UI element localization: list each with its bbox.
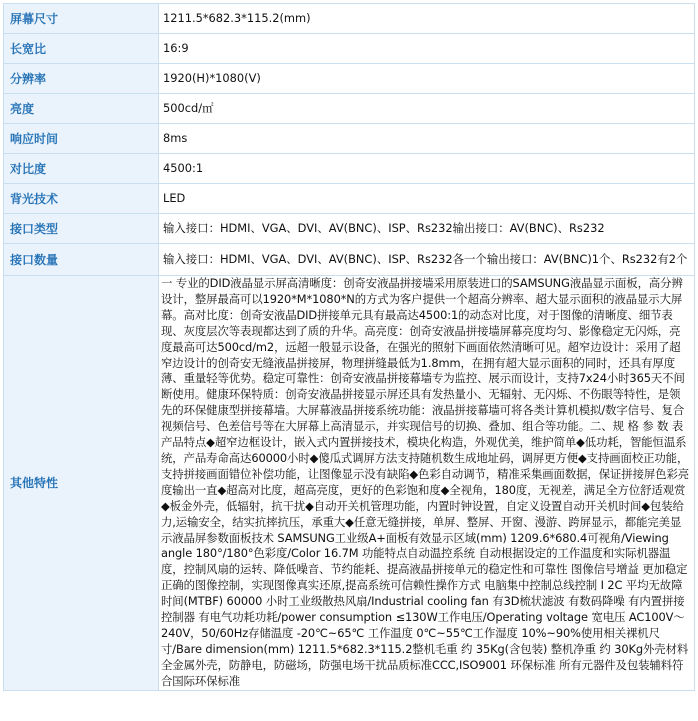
spec-label: 接口类型 [4,214,159,244]
spec-label: 对比度 [4,154,159,184]
spec-row-response-time [4,124,695,154]
spec-row-interface-count [4,244,695,276]
spec-table [3,3,695,691]
spec-label: 分辨率 [4,64,159,94]
spec-value: 输入接口：HDMI、VGA、DVI、AV(BNC)、ISP、Rs232输出接口：AV(BNC)、Rs232 [159,214,695,244]
spec-value: 输入接口：HDMI、VGA、DVI、AV(BNC)、ISP、Rs232各一个输出接口：AV(BNC)1个、Rs232有2个 [159,244,695,276]
spec-label: 其他特性 [4,276,159,691]
spec-row-screen-size [4,4,695,34]
spec-value: LED [159,184,695,214]
spec-row-brightness [4,94,695,124]
spec-value: 4500:1 [159,154,695,184]
spec-value: 8ms [159,124,695,154]
spec-row-contrast [4,154,695,184]
spec-label: 接口数量 [4,244,159,276]
spec-label: 响应时间 [4,124,159,154]
spec-row-backlight [4,184,695,214]
spec-value: 1211.5*682.3*115.2(mm) [159,4,695,34]
spec-row-interface-type [4,214,695,244]
spec-label: 长宽比 [4,34,159,64]
spec-row-other-features [4,276,695,691]
spec-value: 16:9 [159,34,695,64]
spec-row-resolution [4,64,695,94]
spec-label: 屏幕尺寸 [4,4,159,34]
spec-value: 500cd/㎡ [159,94,695,124]
spec-value: 1920(H)*1080(V) [159,64,695,94]
spec-row-aspect-ratio [4,34,695,64]
spec-label: 亮度 [4,94,159,124]
spec-label: 背光技术 [4,184,159,214]
spec-value: 一 专业的DID液晶显示屏高清晰度：创奇安液晶拼接墙采用原装进口的SAMSUNG液晶显示面板，高分辨设计，整屏最高可以1920*M*1080*N的方式为客户提供一个超高分辨率、超大显示面积的液晶显示大屏幕。高对比度：创奇安液晶DID拼接单元具有最高达4500:1的动态对比度，对于图像的清晰度、细节表现、灰度层次等表现都达到了质的升华。高亮度：创奇安液晶拼接墙屏幕亮度均匀、影像稳定无闪烁，亮度最高可达500cd/m2，远超一般显示设备，在强光的照射下画面依然清晰可见。超窄边设计：采用了超窄边设计的创奇安无缝液晶拼接屏，物理拼缝最低为1.8mm，在拥有超大显示面积的同时，还具有厚度薄、重量轻等优势。稳定可靠性：创奇安液晶拼接幕墙专为监控、展示而设计，支持7x24小时365天不间断使用。健康环保特质：创奇安液晶拼接显示屏还具有发热量小、无辐射、无闪烁、不伤眼等特性，是领先的环保健康型拼接幕墙。大屏幕液晶拼接系统功能：液晶拼接幕墙可将各类计算机模拟/数字信号、复合视频信号、色差信号等在大屏幕上高清显示，并实现信号的切换、叠加、组合等功能。二、规 格 参 数 表产品特点◆超窄边框设计，嵌入式内置拼接技术，模块化构造，外观优美，维护简单◆低功耗，智能恒温系统，产品寿命高达60000小时◆傻瓜式调屏方法支持随机数生成地址码，调屏更方便◆支持画面校正功能，支持拼接画面错位补偿功能，让图像显示没有缺陷◆色彩自动调节，精准采集画面数据，保证拼接屏色彩亮度输出一直◆超高对比度，超高亮度，更好的色彩饱和度◆全视角，180度，无视差，满足全方位舒适观赏◆板金外壳，低辐射，抗干扰◆自动开关机管理功能，内置时钟设置，自定义设置自动开关机时间◆包装给力,运输安全，结实抗摔抗压，承重大◆任意无缝拼接，单屏、整屏、开窗、漫游、跨屏显示，都能完美显示液晶屏参数面板技术 SAMSUNG工业级A+面板有效显示区域(mm) 1209.6*680.4可视角/Viewing angle 180°/180°色彩度/Color 16.7M 功能特点自动温控系统 自动根据设定的工作温度和实际机器温度，控制风扇的运转、降低噪音、节约能耗、提高液晶拼接单元的稳定性和可靠性 图像信号增益 更加稳定正确的图像控制，实现图像真实还原,提高系统可信赖性操作方式 电脑集中控制总线控制 I 2C 平均无故障时间(MTBF) 60000 小时工业级散热风扇/Industrial cooling fan 有3D梳状滤波 有数码降噪 有内置拼接控制器 有电气功耗功耗/power consumption ≤130W工作电压/Operating voltage 宽电压 AC100V～240V，50/60Hz存储温度 -20℃~65℃ 工作温度 0℃~55℃工作湿度 10%~90%使用相关裸机尺寸/Bare dimension(mm) 1211.5*682.3*115.2整机毛重 约 35Kg(含包装) 整机净重 约 30Kg外壳材料 全金属外壳，防静电，防磁场，防强电场干扰品质标准CCC,ISO9001 环保标准 所有元器件及包装辅料符合国际环保标准 [159,276,695,691]
